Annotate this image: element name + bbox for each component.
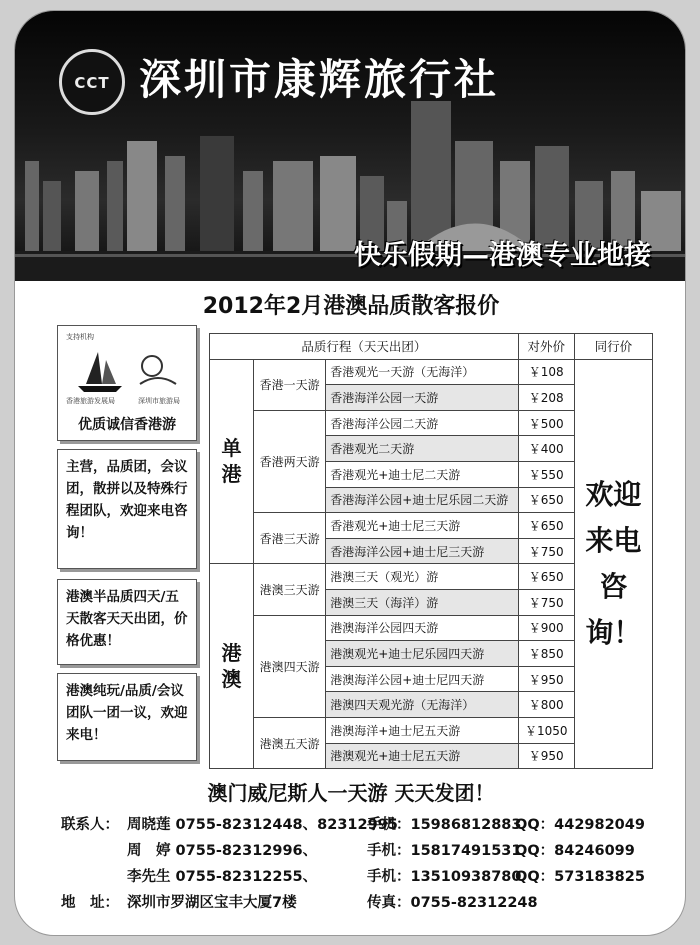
- contact-qq: QQ：442982049: [515, 817, 645, 833]
- route-cell: 港澳四天观光游（无海洋）: [326, 692, 518, 718]
- subregion: 港澳三天游: [254, 564, 326, 615]
- contact-name-phone: 李先生 0755-82312255、: [127, 869, 318, 885]
- route-cell: 港澳海洋公园+迪士尼四天游: [326, 666, 518, 692]
- sz-tourism-bureau-label: 深圳市旅游局: [138, 397, 180, 405]
- address: 深圳市罗湖区宝丰大厦7楼: [127, 895, 297, 911]
- contact-name-phone: 周 婷 0755-82312996、: [127, 843, 318, 859]
- contact-label: 联系人：: [61, 817, 119, 833]
- hk-tourism-board-label: 香港旅游发展局: [66, 397, 115, 405]
- contact-qq: QQ：84246099: [515, 843, 635, 859]
- price-cell: ￥108: [518, 359, 574, 385]
- logo-text: CCT: [74, 74, 110, 92]
- route-cell: 港澳三天（海洋）游: [326, 589, 518, 615]
- subregion: 香港两天游: [254, 410, 326, 512]
- price-cell: ￥750: [518, 589, 574, 615]
- subregion: 香港一天游: [254, 359, 326, 410]
- slogan: 快乐假期—港澳专业地接: [354, 240, 651, 271]
- price-cell: ￥208: [518, 385, 574, 411]
- route-cell: 香港观光二天游: [326, 436, 518, 462]
- route-cell: 港澳海洋公园四天游: [326, 615, 518, 641]
- contact-mobile: 手机：15986812883: [367, 817, 522, 833]
- price-cell: ￥950: [518, 743, 574, 769]
- route-header: 品质行程（天天出团）: [210, 334, 519, 360]
- flyer-page: [14, 10, 686, 936]
- macau-tour-line: 澳门威尼斯人一天游 天天发团！: [207, 781, 495, 805]
- support-label: 支持机构: [66, 333, 94, 341]
- promo-title: 优质诚信香港游: [78, 417, 176, 433]
- route-cell: 港澳海洋+迪士尼五天游: [326, 717, 518, 743]
- route-cell: 香港海洋公园二天游: [326, 410, 518, 436]
- company-logo: [59, 49, 125, 115]
- price-cell: ￥650: [518, 564, 574, 590]
- price-cell: ￥800: [518, 692, 574, 718]
- price-table: [209, 333, 653, 769]
- contact-mobile: 手机：15817491531: [367, 843, 522, 859]
- route-cell: 香港观光一天游（无海洋）: [326, 359, 518, 385]
- promo-box: [57, 325, 197, 441]
- service-box: 主营，品质团，会议团，散拼以及特殊行程团队，欢迎来电咨询！: [57, 449, 197, 569]
- route-cell: 香港海洋公园+迪士尼三天游: [326, 538, 518, 564]
- pure-tour-box: 港澳纯玩/品质/会议团队一团一议，欢迎来电！: [57, 673, 197, 761]
- route-cell: 香港海洋公园一天游: [326, 385, 518, 411]
- price-cell: ￥900: [518, 615, 574, 641]
- route-cell: 港澳观光+迪士尼乐园四天游: [326, 641, 518, 667]
- table-row: [210, 359, 653, 385]
- header-banner: [15, 11, 686, 281]
- fax: 传真：0755-82312248: [367, 895, 538, 911]
- price-cell: ￥1050: [518, 717, 574, 743]
- route-cell: 港澳三天（观光）游: [326, 564, 518, 590]
- route-cell: 港澳观光+迪士尼五天游: [326, 743, 518, 769]
- tourism-logos: [68, 344, 186, 396]
- price-cell: ￥550: [518, 461, 574, 487]
- subregion: 香港三天游: [254, 513, 326, 564]
- contact-qq: QQ：573183825: [515, 869, 645, 885]
- price-cell: ￥400: [518, 436, 574, 462]
- price-header: 对外价: [518, 334, 574, 360]
- price-cell: ￥650: [518, 513, 574, 539]
- table-header-row: [210, 334, 653, 360]
- contact-mobile: 手机：13510938780: [367, 869, 522, 885]
- company-name: 深圳市康辉旅行社: [139, 55, 500, 104]
- route-cell: 香港观光+迪士尼三天游: [326, 513, 518, 539]
- peer-price-note: 欢迎来电咨询！: [574, 359, 652, 769]
- subregion: 港澳五天游: [254, 717, 326, 768]
- route-cell: 香港海洋公园+迪士尼乐园二天游: [326, 487, 518, 513]
- subregion: 港澳四天游: [254, 615, 326, 717]
- price-cell: ￥500: [518, 410, 574, 436]
- region-hk-macau: 港澳: [210, 564, 254, 769]
- region-hk: 单港: [210, 359, 254, 564]
- price-cell: ￥650: [518, 487, 574, 513]
- contact-name-phone: 周晓莲 0755-82312448、82312995: [127, 817, 398, 833]
- address-label: 地 址：: [61, 895, 119, 911]
- peer-price-header: 同行价: [574, 334, 652, 360]
- price-headline: 2012年2月港澳品质散客报价: [202, 294, 500, 319]
- route-cell: 香港观光+迪士尼二天游: [326, 461, 518, 487]
- price-cell: ￥850: [518, 641, 574, 667]
- half-quality-box: 港澳半品质四天/五天散客天天出团，价格优惠！: [57, 579, 197, 665]
- price-cell: ￥750: [518, 538, 574, 564]
- price-cell: ￥950: [518, 666, 574, 692]
